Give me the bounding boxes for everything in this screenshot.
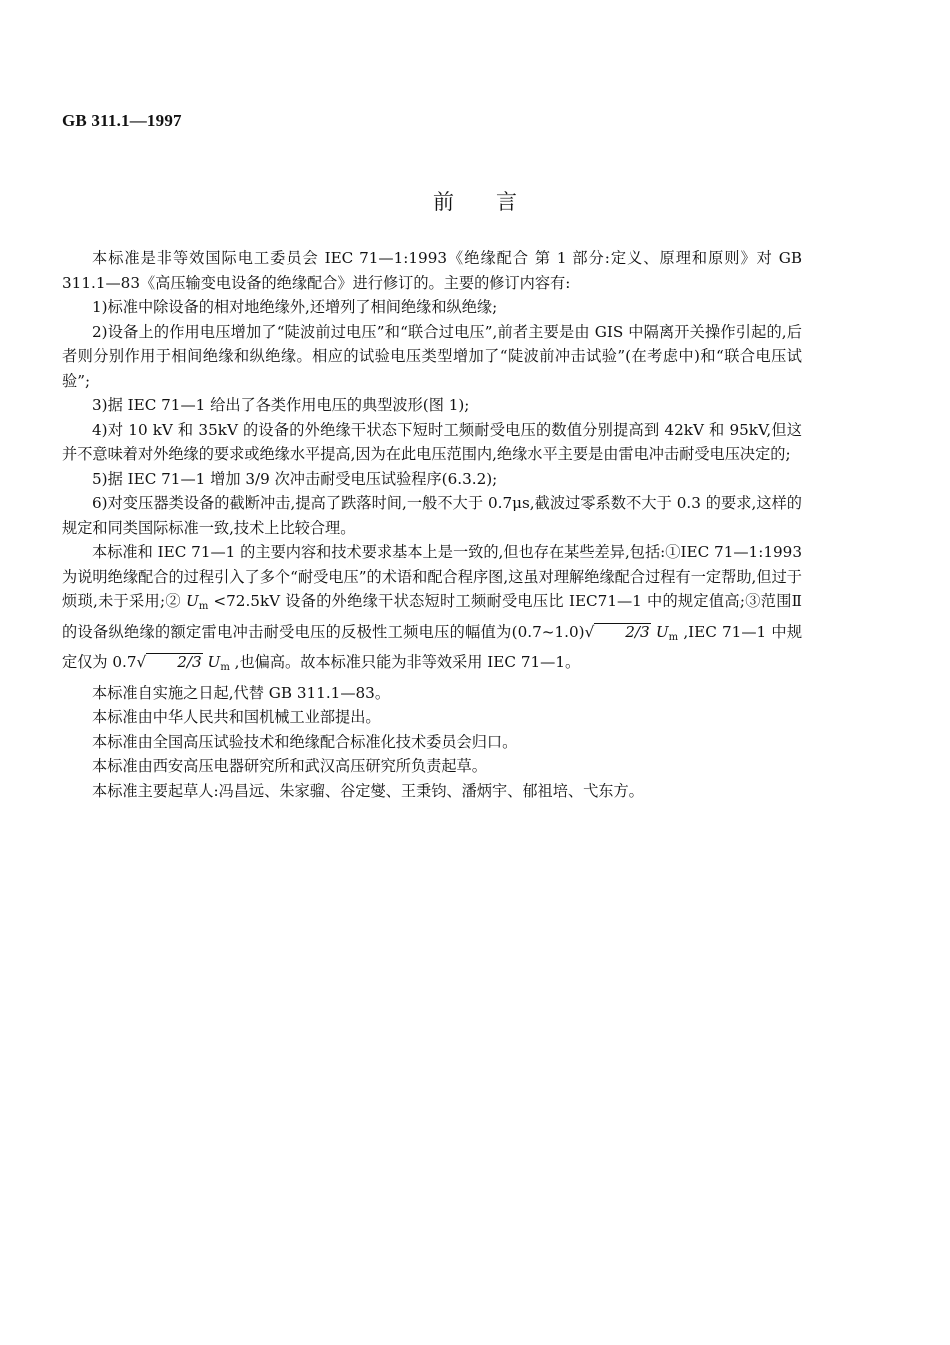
paragraph-item-1: 1)标准中除设备的相对地绝缘外,还增列了相间绝缘和纵绝缘; — [92, 298, 498, 316]
differences-text-d: ,也偏高。故本标准只能为非等效采用 IEC 71—1。 — [234, 653, 581, 671]
um-symbol: U — [186, 592, 199, 610]
um-subscript: m — [668, 631, 679, 643]
differences-text-a: 本标准和 IEC 71—1 的主要内容和技术要求基本上是一致的,但也存在某些差异,包括:①IEC 71—1:1993 为说明绝缘配合的过程引入了多个“耐受电压”的术语和配合程序图,这虽对理解绝缘配合过程有一定帮助,但过于烦琐,未于采用;② — [62, 543, 802, 610]
sqrt-radicand: 2/3 — [594, 623, 650, 640]
paragraph-item-2: 2)设备上的作用电压增加了“陡波前过电压”和“联合过电压”,前者主要是由 GIS 中隔离开关操作引起的,后者则分别作用于相间绝缘和纵绝缘。相应的试验电压类型增加了“陡波前冲击试验”(在考虑中)和“联合电压试验”; — [62, 322, 802, 390]
differences-text-b: <72.5kV 设备的外绝缘干状态短时工频耐受电压比 IEC71—1 中的规定值高;③范围Ⅱ的设备纵绝缘的额定雷电冲击耐受电压的反极性工频电压的幅值为(0.7~1.0)√ — [62, 592, 802, 641]
paragraph-item-5: 5)据 IEC 71—1 增加 3/9 次冲击耐受电压试验程序(6.3.2); — [92, 469, 498, 488]
differences-text-c: ,IEC 71—1 中规定仅为 0.7√ — [62, 622, 803, 671]
foreword-body — [62, 246, 802, 803]
paragraph-drafters: 本标准主要起草人:冯昌远、朱家骝、谷定燮、王秉钧、潘炳宇、郁祖培、弋东方。 — [92, 781, 644, 800]
paragraph-differences — [62, 540, 802, 681]
paragraph-replacement: 本标准自实施之日起,代替 GB 311.1—83。 — [92, 683, 391, 702]
paragraph-item-4: 4)对 10 kV 和 35kV 的设备的外绝缘干状态下短时工频耐受电压的数值分别提高到 42kV 和 95kV,但这并不意味着对外绝缘的要求或绝缘水平提高,因为在此电压范围内,绝缘水平主要是由雷电冲击耐受电压决定的; — [62, 420, 802, 463]
paragraph-committee: 本标准由全国高压试验技术和绝缘配合标准化技术委员会归口。 — [92, 732, 518, 751]
paragraph-proposer: 本标准由中华人民共和国机械工业部提出。 — [92, 708, 381, 726]
um-symbol: U — [207, 653, 221, 671]
um-subscript: m — [198, 601, 209, 612]
um-symbol: U — [655, 622, 669, 641]
standard-code: GB 311.1—1997 — [62, 111, 182, 130]
um-subscript: m — [220, 662, 230, 673]
paragraph-intro: 本标准是非等效国际电工委员会 IEC 71—1:1993《绝缘配合 第 1 部分:定义、原理和原则》对 GB 311.1—83《高压输变电设备的绝缘配合》进行修订的。主要的修订内容有: — [62, 249, 802, 292]
paragraph-drafting-units: 本标准由西安高压电器研究所和武汉高压研究所负责起草。 — [92, 757, 487, 775]
sqrt-radicand: 2/3 — [146, 653, 202, 670]
page-title: 前言 — [433, 190, 559, 214]
paragraph-item-3: 3)据 IEC 71—1 给出了各类作用电压的典型波形(图 1); — [92, 396, 470, 414]
paragraph-item-6: 6)对变压器类设备的截断冲击,提高了跌落时间,一般不大于 0.7μs,截波过零系数不大于 0.3 的要求,这样的规定和同类国际标准一致,技术上比较合理。 — [62, 494, 802, 537]
